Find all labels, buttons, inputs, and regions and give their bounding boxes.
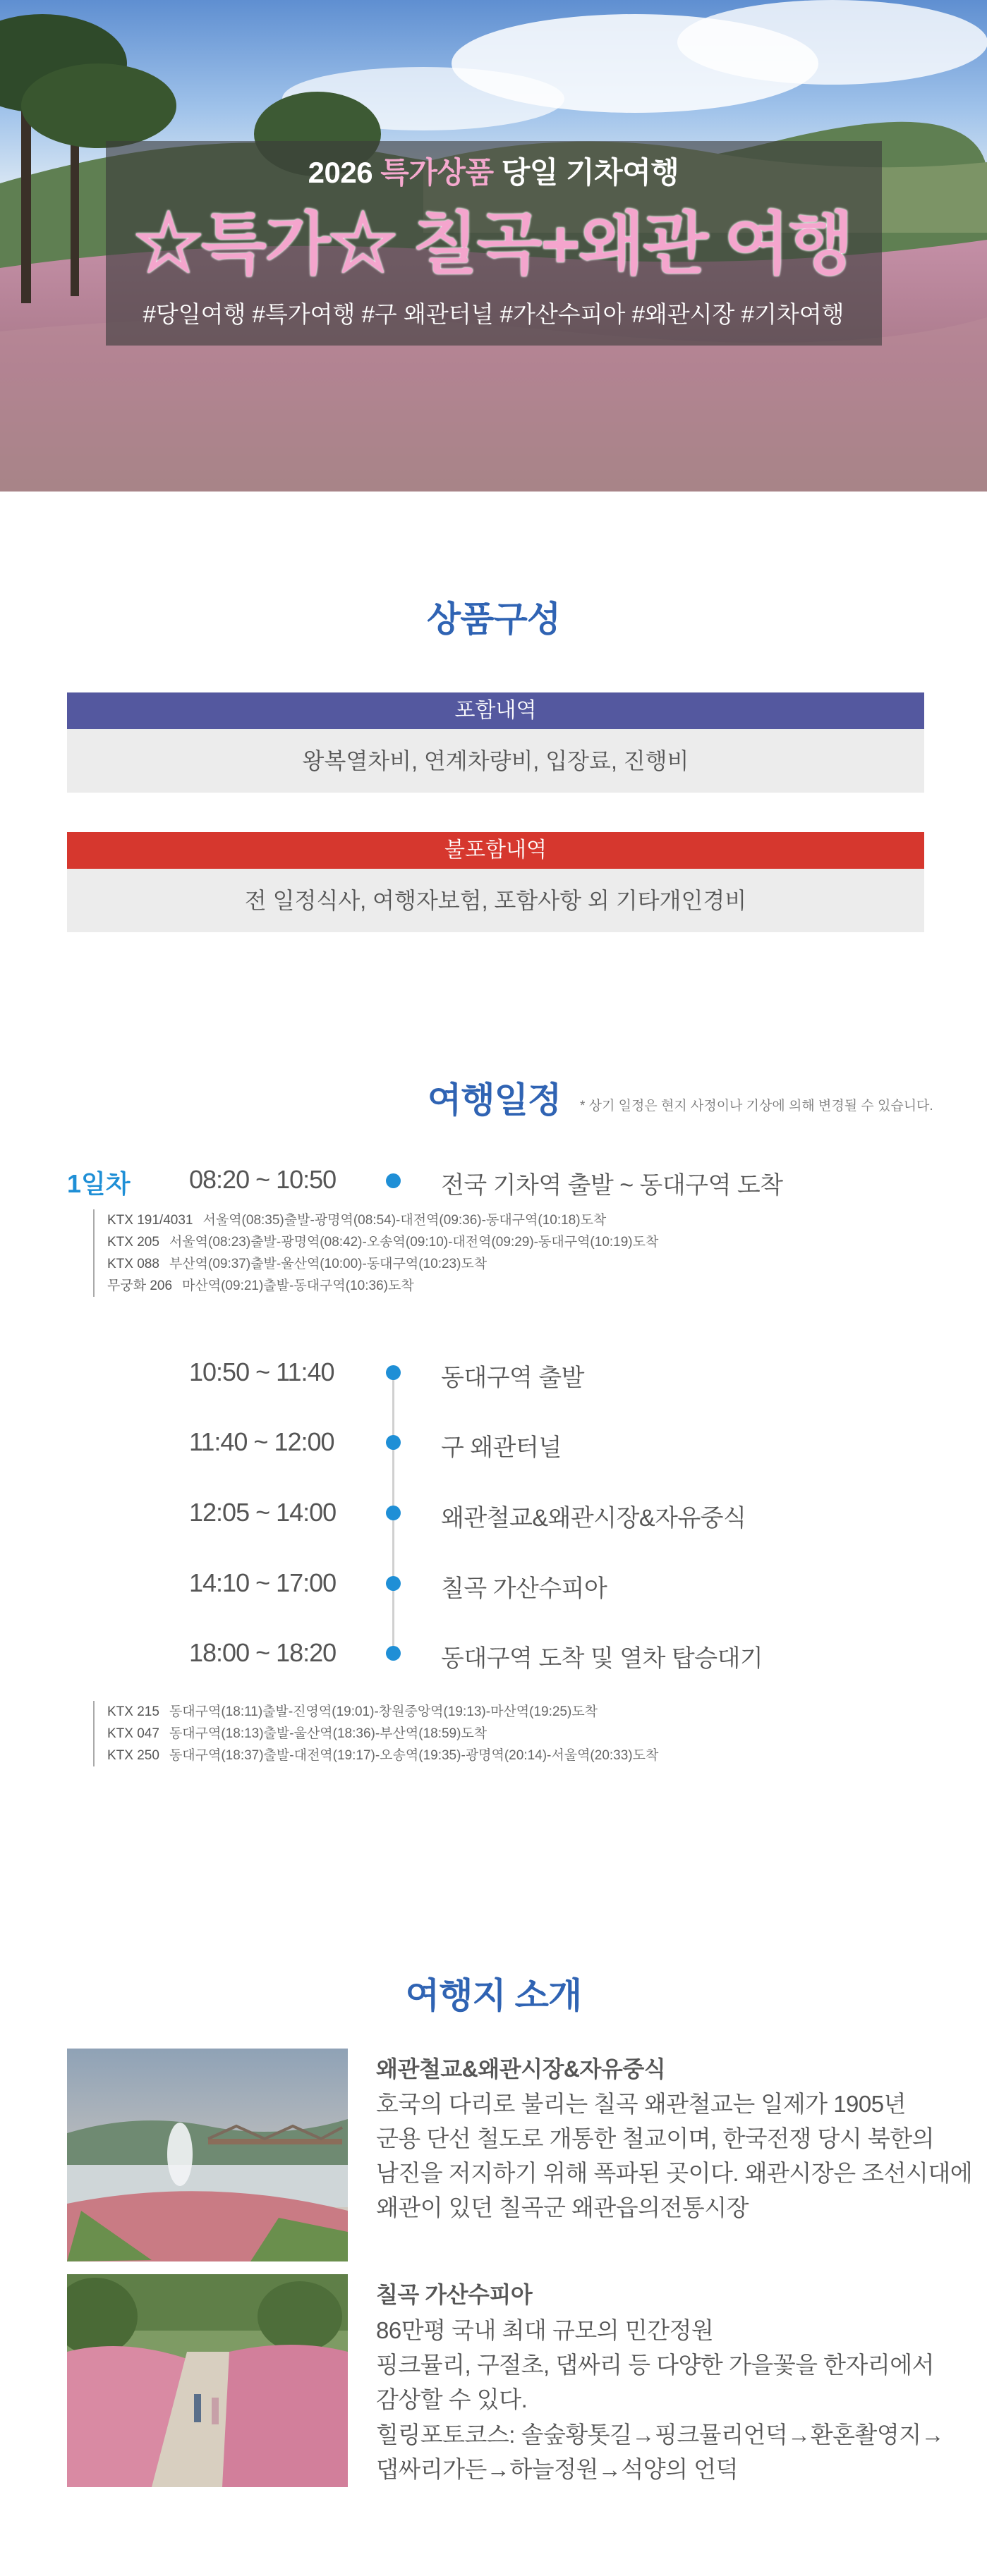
hero-subtitle-highlight: 특가상품	[380, 156, 494, 189]
train-row	[107, 1253, 658, 1275]
train-route: 서울역(08:35)출발-광명역(08:54)-대전역(09:36)-동대구역(10:18)도착	[202, 1213, 607, 1228]
schedule-item-desc: 왜관철교&왜관시장&자유중식	[441, 1505, 746, 1532]
destination-desc-line: 왜관이 있던 칠곡군 왜관읍의전통시장	[376, 2195, 749, 2221]
destination-desc-line: 힐링포토코스: 솔숲황톳길→핑크뮬리언덕→환혼촬영지→	[376, 2422, 945, 2448]
schedule-section-title: 여행일정	[428, 1080, 562, 1120]
schedule-item-time: 11:40 ~ 12:00	[189, 1427, 334, 1456]
train-number: KTX 047	[107, 1726, 159, 1741]
train-number: KTX 215	[107, 1704, 159, 1719]
schedule-item-desc: 칠곡 가산수피아	[441, 1575, 607, 1602]
product-section-title: 상품구성	[426, 599, 561, 639]
schedule-first-desc: 전국 기차역 출발 ~ 동대구역 도착	[441, 1172, 783, 1199]
timeline-dot	[386, 1365, 401, 1380]
train-row	[107, 1745, 658, 1766]
train-row	[107, 1723, 658, 1745]
train-row	[107, 1231, 658, 1253]
outbound-train-list	[93, 1209, 658, 1297]
hero-subtitle	[0, 149, 987, 192]
train-number: KTX 191/4031	[107, 1213, 193, 1228]
schedule-item-time: 18:00 ~ 18:20	[189, 1638, 337, 1667]
train-number: 무궁화 206	[107, 1278, 173, 1293]
timeline-dot	[386, 1646, 401, 1661]
hero-subtitle-year: 2026	[308, 156, 373, 189]
train-number: KTX 250	[107, 1748, 159, 1763]
timeline-dot	[386, 1173, 401, 1188]
destination-desc-line: 감상할 수 있다.	[376, 2386, 528, 2412]
train-row	[107, 1209, 658, 1231]
train-row	[107, 1701, 658, 1723]
schedule-first-time: 08:20 ~ 10:50	[189, 1165, 337, 1194]
train-route: 서울역(08:23)출발-광명역(08:42)-오송역(09:10)-대전역(09:29)-동대구역(10:19)도착	[169, 1235, 659, 1250]
destination-desc-line: 댑싸리가든→하늘정원→석양의 언덕	[376, 2456, 738, 2482]
train-number: KTX 205	[107, 1235, 159, 1250]
train-route: 동대구역(18:11)출발-진영역(19:01)-창원중앙역(19:13)-마산역(19:25)도착	[169, 1704, 598, 1719]
schedule-item-desc: 동대구역 출발	[441, 1365, 585, 1391]
waegwan-bridge-photo	[67, 2049, 348, 2261]
timeline-dot	[386, 1435, 401, 1450]
gasan-supia-photo	[67, 2274, 348, 2487]
included-label-bar: 포함내역	[67, 692, 924, 729]
destination-desc-line: 남진을 저지하기 위해 폭파된 곳이다. 왜관시장은 조선시대에	[376, 2160, 973, 2186]
hero-hashtags: #당일여행 #특가여행 #구 왜관터널 #가산수피아 #왜관시장 #기차여행	[143, 301, 844, 327]
hero-title: ☆특가☆ 칠곡+왜관 여행	[134, 207, 853, 282]
schedule-item-time: 10:50 ~ 11:40	[189, 1357, 334, 1386]
hero-subtitle-rest: 당일 기차여행	[501, 156, 679, 189]
destination-desc-line: 핑크뮬리, 구절초, 댑싸리 등 다양한 가을꽃을 한자리에서	[376, 2352, 935, 2378]
destination-title: 왜관철교&왜관시장&자유중식	[376, 2056, 666, 2082]
timeline-dot	[386, 1506, 401, 1520]
train-row	[107, 1275, 658, 1297]
train-route: 마산역(09:21)출발-동대구역(10:36)도착	[182, 1278, 414, 1293]
schedule-item-time: 12:05 ~ 14:00	[189, 1498, 337, 1527]
train-route: 동대구역(18:37)출발-대전역(19:17)-오송역(19:35)-광명역(20:14)-서울역(20:33)도착	[169, 1748, 659, 1763]
train-route: 부산역(09:37)출발-울산역(10:00)-동대구역(10:23)도착	[169, 1257, 488, 1271]
destination-title: 칠곡 가산수피아	[376, 2282, 533, 2307]
included-text: 왕복열차비, 연계차량비, 입장료, 진행비	[67, 729, 924, 793]
schedule-item-desc: 동대구역 도착 및 열차 탑승대기	[441, 1645, 763, 1672]
destination-desc-line: 호국의 다리로 불리는 칠곡 왜관철교는 일제가 1905년	[376, 2091, 906, 2117]
train-route: 동대구역(18:13)출발-울산역(18:36)-부산역(18:59)도착	[169, 1726, 488, 1741]
destinations-section-title: 여행지 소개	[405, 1976, 582, 2015]
excluded-label-bar: 불포함내역	[67, 832, 924, 869]
hero-banner	[0, 0, 987, 492]
train-number: KTX 088	[107, 1257, 159, 1271]
schedule-item-time: 14:10 ~ 17:00	[189, 1568, 337, 1597]
day-label: 1일차	[67, 1169, 131, 1198]
timeline-dot	[386, 1576, 401, 1591]
schedule-note: * 상기 일정은 현지 사정이나 기상에 의해 변경될 수 있습니다.	[580, 1099, 933, 1113]
return-train-list	[93, 1701, 658, 1766]
destination-desc-line: 군용 단선 철도로 개통한 철교이며, 한국전쟁 당시 북한의	[376, 2125, 935, 2151]
schedule-item-desc: 구 왜관터널	[441, 1434, 562, 1461]
excluded-text: 전 일정식사, 여행자보험, 포함사항 외 기타개인경비	[67, 869, 924, 932]
destination-desc-line: 86만평 국내 최대 규모의 민간정원	[376, 2317, 714, 2343]
